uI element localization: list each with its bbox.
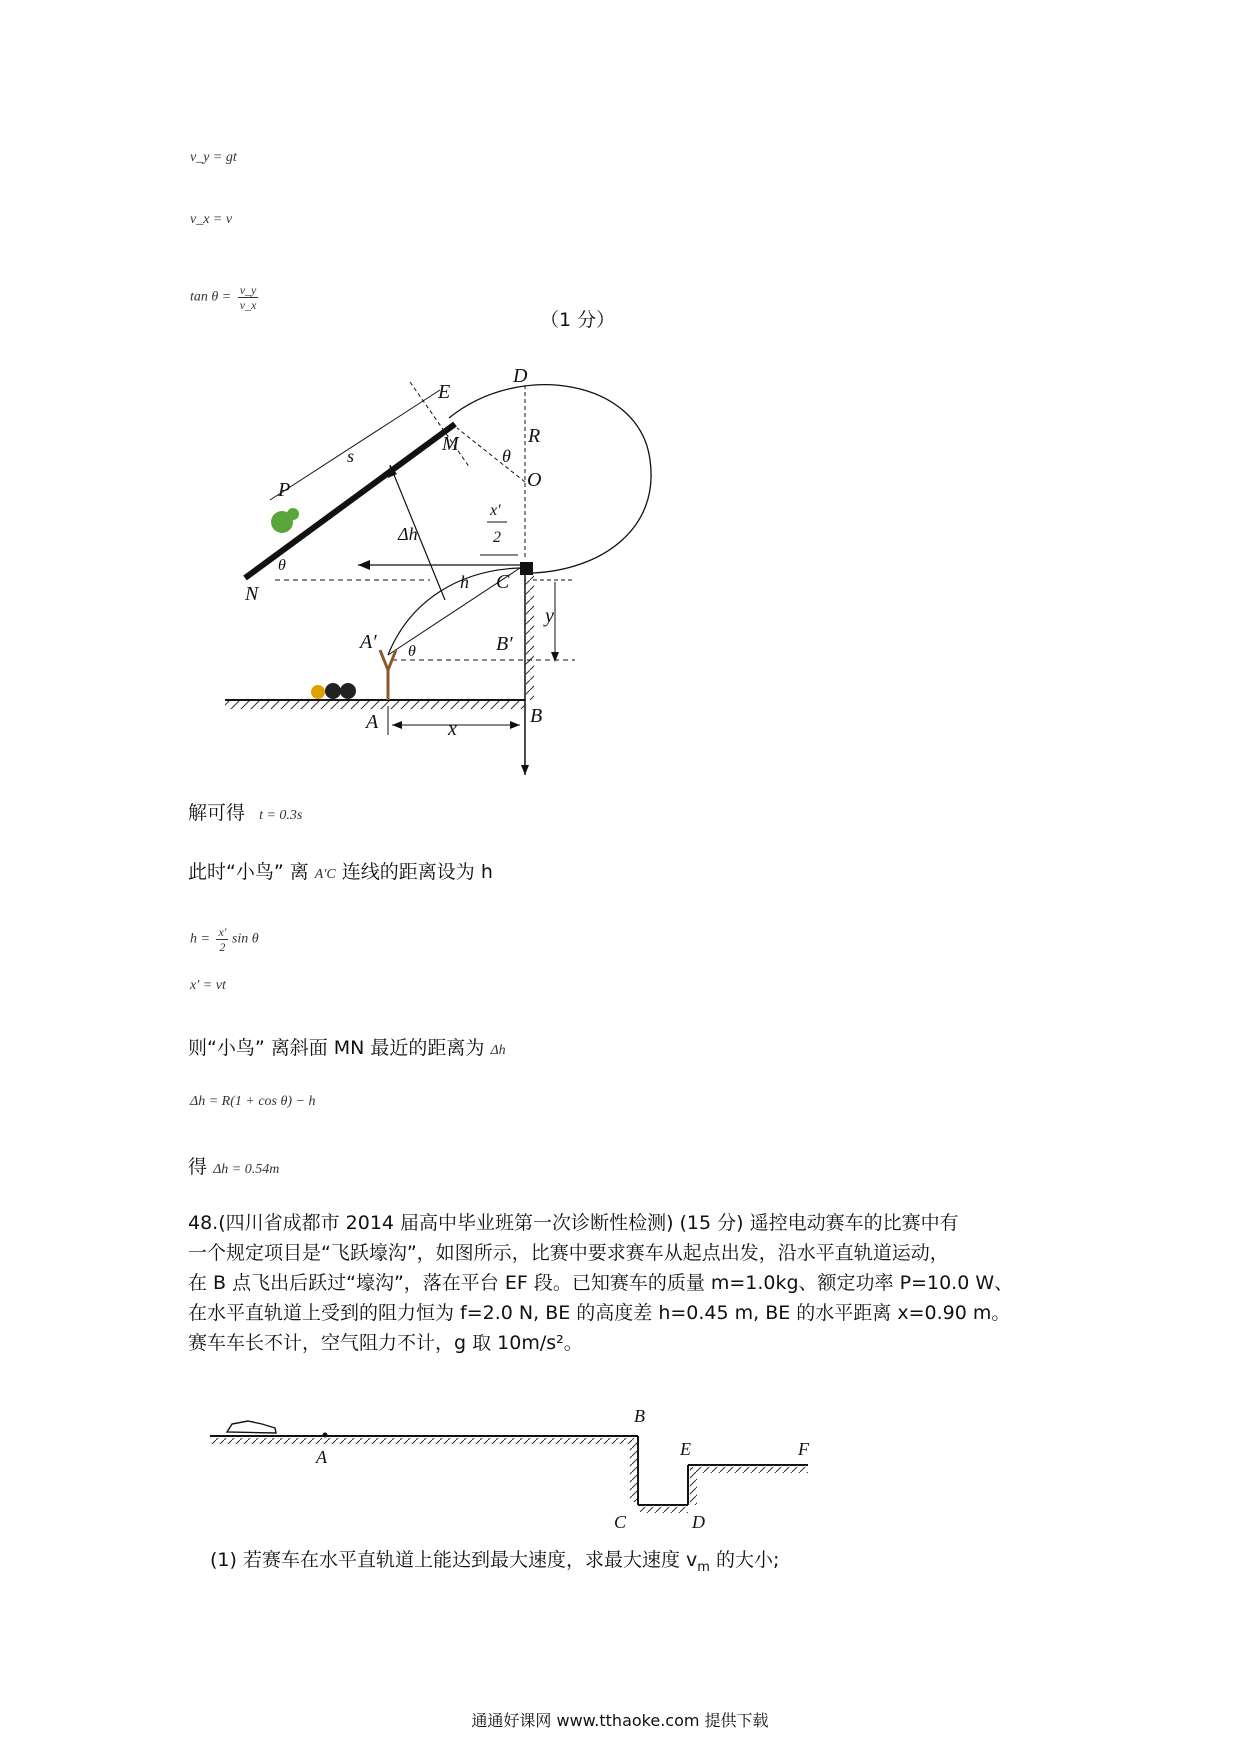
formula-tan-fraction bbox=[238, 283, 259, 312]
track-label-C: C bbox=[614, 1512, 627, 1532]
label-D: D bbox=[513, 365, 528, 387]
distance-line-label: A′C bbox=[314, 867, 336, 882]
result-line bbox=[188, 1152, 279, 1179]
label-O: O bbox=[527, 469, 542, 491]
label-x: x bbox=[448, 718, 457, 740]
track-label-E: E bbox=[680, 1439, 691, 1459]
label-N: N bbox=[245, 583, 259, 605]
track-label-D: D bbox=[692, 1512, 705, 1532]
formula-h-numerator: x′ bbox=[218, 925, 227, 939]
solve-line bbox=[188, 798, 302, 825]
formula-h bbox=[190, 925, 259, 954]
nearest-line bbox=[188, 1033, 506, 1060]
label-x-prime: x′ bbox=[490, 502, 501, 519]
label-h: h bbox=[460, 572, 469, 592]
distance-prefix: 此时“小鸟” 离 bbox=[188, 861, 309, 883]
label-theta-top: θ bbox=[502, 446, 511, 466]
label-s: s bbox=[347, 446, 355, 466]
result-value: Δh = 0.54m bbox=[213, 1162, 280, 1177]
track-label-B: B bbox=[634, 1406, 645, 1426]
label-theta-slope: θ bbox=[278, 557, 286, 574]
score-note: （1 分） bbox=[540, 309, 616, 331]
t-value: t = 0.3s bbox=[259, 808, 303, 823]
label-theta-launch: θ bbox=[408, 643, 416, 660]
formula-h-lhs: h = bbox=[190, 931, 210, 947]
formula-tan-numerator: v_y bbox=[239, 283, 257, 297]
distance-suffix: 连线的距离设为 h bbox=[341, 861, 493, 883]
footer: 通通好课网 www.tthaoke.com 提供下载 bbox=[471, 1711, 769, 1730]
formula-tan bbox=[190, 283, 258, 312]
label-y: y bbox=[545, 605, 554, 627]
label-two: 2 bbox=[493, 529, 501, 546]
label-E: E bbox=[438, 381, 451, 403]
problem-line-2: 一个规定项目是“飞跃壕沟”，如图所示，比赛中要求赛车从起点出发，沿水平直轨道运动， bbox=[188, 1242, 949, 1264]
formula-delta-h: Δh = R(1 + cos θ) − h bbox=[190, 1094, 316, 1109]
track-diagram bbox=[205, 1400, 830, 1535]
formula-h-rhs: sin θ bbox=[231, 931, 259, 947]
label-C: C bbox=[496, 571, 510, 593]
question-1 bbox=[210, 1545, 779, 1583]
formula-h-denominator: 2 bbox=[219, 940, 226, 954]
distance-line bbox=[188, 857, 493, 884]
label-A-prime: A′ bbox=[360, 631, 377, 653]
label-P: P bbox=[278, 479, 291, 501]
problem-48 bbox=[188, 1208, 1068, 1358]
nearest-symbol: Δh bbox=[490, 1043, 506, 1058]
label-B: B bbox=[530, 705, 543, 727]
label-A: A bbox=[366, 711, 379, 733]
formula-h-fraction bbox=[216, 925, 228, 954]
track-label-A: A bbox=[316, 1447, 327, 1467]
label-M: M bbox=[442, 433, 459, 455]
problem-line-1: 48.(四川省成都市 2014 届高中毕业班第一次诊断性检测) (15 分) 遥控电动赛车的比赛中有 bbox=[188, 1212, 959, 1234]
problem-line-5: 赛车车长不计，空气阻力不计，g 取 10m/s²。 bbox=[188, 1332, 583, 1354]
solve-prefix: 解可得 bbox=[188, 802, 246, 824]
formula-tan-lhs: tan θ = bbox=[190, 289, 232, 305]
label-B-prime: B′ bbox=[496, 633, 513, 655]
formula-vx: v_x = v bbox=[190, 212, 233, 227]
slingshot-diagram bbox=[215, 360, 665, 780]
question-1-text: (1) 若赛车在水平直轨道上能达到最大速度，求最大速度 v bbox=[210, 1549, 698, 1571]
formula-tan-denominator: v_x bbox=[239, 298, 257, 312]
formula-xprime: x′ = vt bbox=[190, 978, 226, 993]
formula-vy: v_y = gt bbox=[190, 150, 237, 165]
label-delta-h: Δh bbox=[398, 524, 418, 544]
label-R: R bbox=[528, 425, 541, 447]
question-1-tail: 的大小; bbox=[709, 1549, 780, 1571]
track-label-F: F bbox=[798, 1439, 809, 1459]
nearest-text: 则“小鸟” 离斜面 MN 最近的距离为 bbox=[188, 1037, 485, 1059]
result-prefix: 得 bbox=[188, 1156, 208, 1178]
problem-line-4: 在水平直轨道上受到的阻力恒为 f=2.0 N, BE 的高度差 h=0.45 m, BE 的水平距离 x=0.90 m。 bbox=[188, 1302, 1011, 1324]
problem-line-3: 在 B 点飞出后跃过“壕沟”，落在平台 EF 段。已知赛车的质量 m=1.0kg、额定功率 P=10.0 W、 bbox=[188, 1272, 1014, 1294]
question-1-subscript: m bbox=[697, 1559, 710, 1575]
